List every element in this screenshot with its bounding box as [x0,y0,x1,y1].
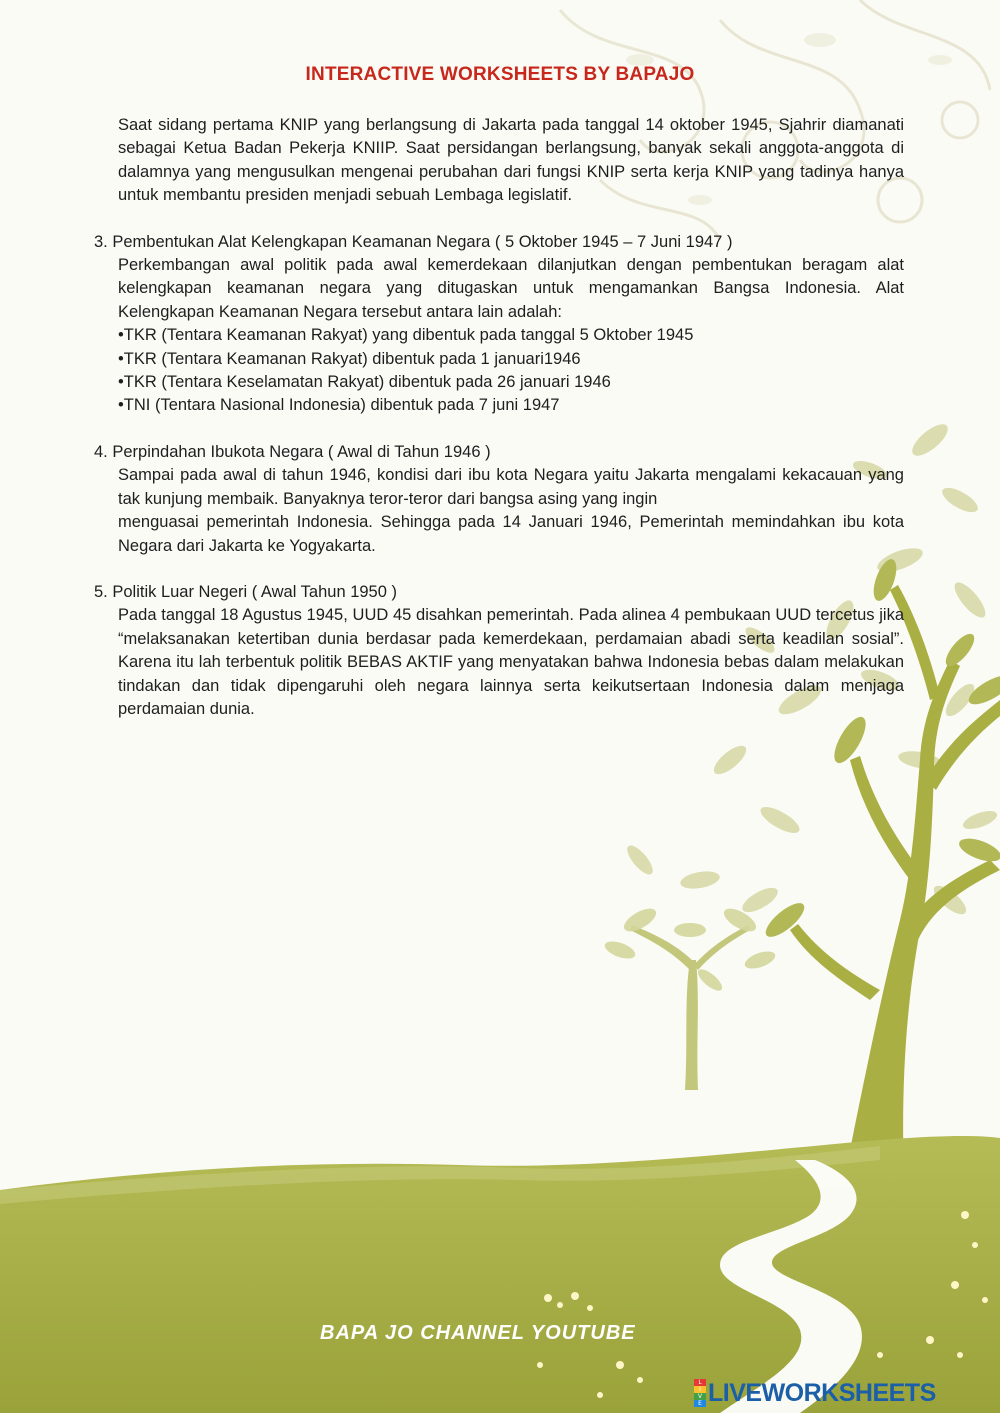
section-4 [94,441,904,558]
liveworksheets-logo-icon: L I V E [694,1379,706,1407]
intro-paragraph: Saat sidang pertama KNIP yang berlangsung di Jakarta pada tanggal 14 oktober 1945, Sjahrir diamanati sebagai Ketua Badan Pekerja KNIIP. Saat persidangan berlangsung, banyak sekali anggota-anggota di dalamnya yang mengusulkan mengenai perubahan dari fungsi KNIP serta kerja KNIP yang tadinya hanya untuk membantu presiden menjadi sebuah Lembaga legislatif. [118,116,904,205]
section-paragraph: Perkembangan awal politik pada awal kemerdekaan dilanjutkan dengan pembentukan beragam alat kelengkapan keamanan negara yang ditugaskan untuk mengamankan Bangsa Indonesia. Alat Kelengkapan Keamanan Negara tersebut antara lain adalah: [118,256,904,321]
page-title: INTERACTIVE WORKSHEETS BY BAPAJO [305,64,695,85]
section-5 [94,581,904,721]
section-title: 5. Politik Luar Negeri ( Awal Tahun 1950 ) [94,582,397,601]
channel-caption: BAPA JO CHANNEL YOUTUBE [320,1322,636,1344]
section-3 [94,231,904,418]
worksheet-content [94,114,904,721]
liveworksheets-brand[interactable] [694,1380,936,1406]
section-paragraph: Pada tanggal 18 Agustus 1945, UUD 45 disahkan pemerintah. Pada alinea 4 pembukaan UUD tercetus jika “melaksanakan ketertiban dunia berdasar pada kemerdekaan, perdamaian abadi serta keadilan sosial”. Karena itu lah terbentuk politik BEBAS AKTIF yang menyatakan bahwa Indonesia bebas dalam melakukan tindakan dan tidak dipengaruhi oleh negara lainnya serta keikutsertaan Indonesia dalam menjaga perdamaian dunia. [118,606,904,718]
bullet-list [118,324,904,418]
list-item: • TKR (Tentara Keamanan Rakyat) dibentuk pada 1 januari1946 [118,348,904,371]
section-title: 3. Pembentukan Alat Kelengkapan Keamanan Negara ( 5 Oktober 1945 – 7 Juni 1947 ) [94,232,733,251]
section-paragraph: Sampai pada awal di tahun 1946, kondisi dari ibu kota Negara yaitu Jakarta mengalami kekacauan yang tak kunjung membaik. Banyaknya teror-teror dari bangsa asing yang ingin [118,466,904,508]
list-item: • TKR (Tentara Keamanan Rakyat) yang dibentuk pada tanggal 5 Oktober 1945 [118,324,904,347]
list-item: • TNI (Tentara Nasional Indonesia) dibentuk pada 7 juni 1947 [118,394,904,417]
section-paragraph: menguasai pemerintah Indonesia. Sehingga pada 14 Januari 1946, Pemerintah memindahkan ibu kota Negara dari Jakarta ke Yogyakarta. [118,513,904,555]
section-title: 4. Perpindahan Ibukota Negara ( Awal di Tahun 1946 ) [94,442,491,461]
list-item: • TKR (Tentara Keselamatan Rakyat) dibentuk pada 26 januari 1946 [118,371,904,394]
liveworksheets-text: LIVEWORKSHEETS [708,1378,936,1407]
